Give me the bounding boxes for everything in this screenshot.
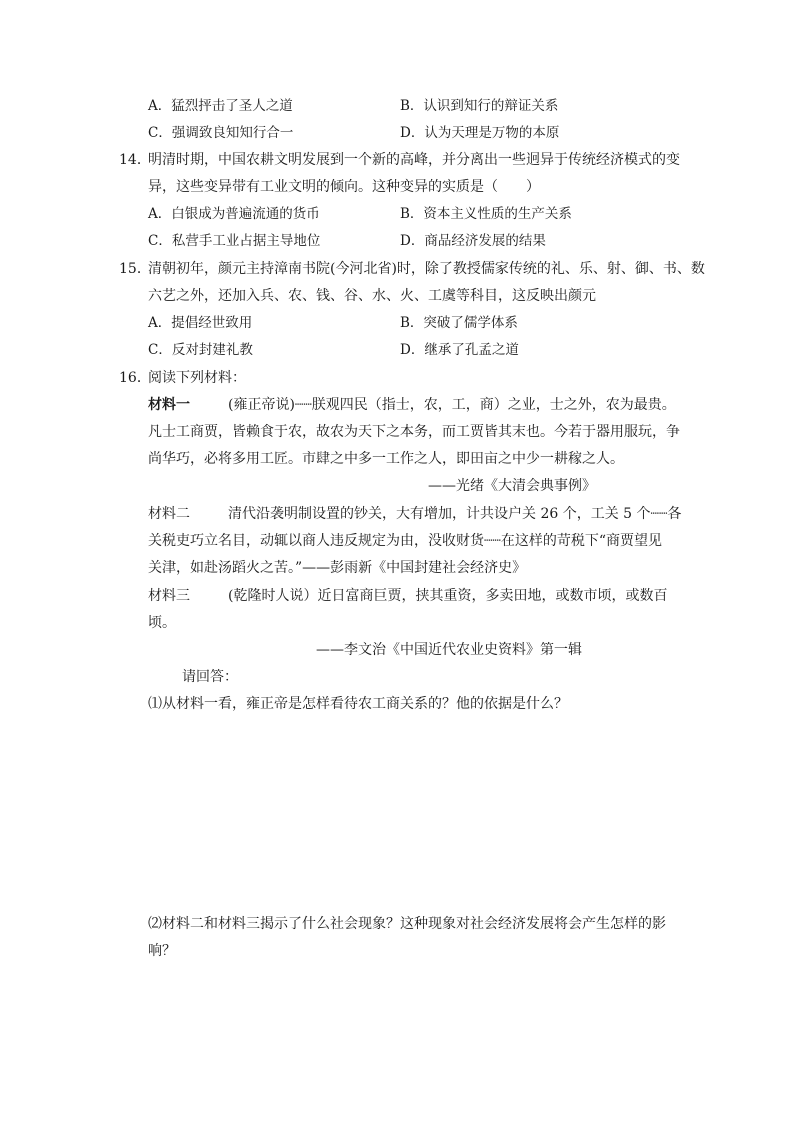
material-2-label: 材料二	[148, 506, 190, 522]
material-2-line2: 关税吏巧立名目，动辄以商人违反规定为由，没收财货┈┈在这样的苛税下“商贾望见	[148, 533, 663, 549]
material-3-source: ——李文治《中国近代农业史资料》第一辑	[316, 642, 582, 658]
q15-option-c[interactable]: C．反对封建礼教	[148, 342, 253, 358]
q15-stem-line1: 清朝初年，颜元主持漳南书院(今河北省)时，除了教授儒家传统的礼、乐、射、御、书、数	[148, 261, 705, 277]
q15-number: 15．	[119, 261, 151, 277]
q15-option-d[interactable]: D．继承了孔孟之道	[400, 342, 519, 358]
material-1-source: ——光绪《大清会典事例》	[428, 478, 596, 494]
material-3-line1: (乾隆时人说）近日富商巨贾，挟其重资，多卖田地，或数市顷，或数百	[228, 588, 668, 604]
answer-prompt: 请回答：	[182, 669, 238, 685]
q14-stem-line2: 异，这些变异带有工业文明的倾向。这种变异的实质是（ ）	[148, 179, 540, 195]
q13-option-a[interactable]: A．猛烈抨击了圣人之道	[148, 98, 293, 114]
material-3-label: 材料三	[148, 588, 190, 604]
q13-option-b[interactable]: B．认识到知行的辩证关系	[400, 98, 559, 114]
material-1-line3: 尚华巧，必将多用工匠。市肆之中多一工作之人，即田亩之中少一耕稼之人。	[148, 451, 624, 467]
material-1-label: 材料一	[148, 397, 190, 413]
q13-option-d[interactable]: D．认为天理是万物的本原	[400, 125, 560, 141]
q13-option-c[interactable]: C．强调致良知知行合一	[148, 125, 294, 141]
sub-question-1: ⑴从材料一看，雍正帝是怎样看待农工商关系的？他的依据是什么？	[148, 696, 568, 712]
sub-question-2-line2: 响？	[148, 943, 176, 959]
material-1-line1: (雍正帝说)┈┈朕观四民（指士，农，工，商）之业，士之外，农为最贵。	[228, 397, 676, 413]
q16-intro: 阅读下列材料：	[148, 370, 246, 386]
material-2-line1: 清代沿袭明制设置的钞关，大有增加，计共设户关 26 个，工关 5 个┈┈各	[228, 506, 682, 522]
q14-stem-line1: 明清时期，中国农耕文明发展到一个新的高峰，并分离出一些迥异于传统经济模式的变	[148, 152, 680, 168]
q15-option-a[interactable]: A．提倡经世致用	[148, 315, 253, 331]
q16-number: 16．	[119, 370, 151, 386]
material-2-line3: 关津，如赴汤蹈火之苦。”——彭雨新《中国封建社会经济史》	[148, 560, 527, 576]
q14-option-d[interactable]: D．商品经济发展的结果	[400, 233, 546, 249]
q14-option-c[interactable]: C．私营手工业占据主导地位	[148, 233, 321, 249]
q14-option-a[interactable]: A．白银成为普遍流通的货币	[148, 206, 320, 222]
sub-question-2-line1: ⑵材料二和材料三揭示了什么社会现象？这种现象对社会经济发展将会产生怎样的影	[148, 916, 666, 932]
material-1-line2: 凡士工商贾，皆赖食于农，故农为天下之本务，而工贾皆其末也。今若于器用服玩，争	[148, 424, 680, 440]
q14-option-b[interactable]: B．资本主义性质的生产关系	[400, 206, 572, 222]
material-3-line2: 顷。	[148, 615, 176, 631]
q15-option-b[interactable]: B．突破了儒学体系	[400, 315, 518, 331]
q15-stem-line2: 六艺之外，还加入兵、农、钱、谷、水、火、工虞等科目，这反映出颜元	[148, 288, 596, 304]
q14-number: 14．	[119, 152, 151, 168]
